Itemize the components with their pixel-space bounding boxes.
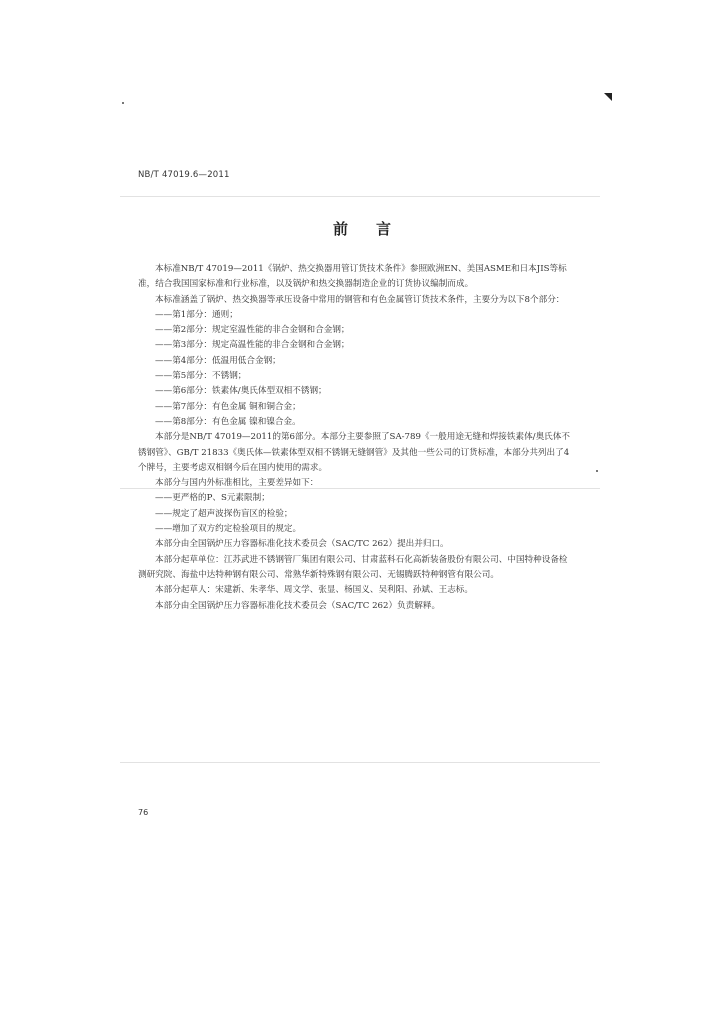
list-item: ——规定了超声波探伤盲区的检验； <box>155 508 293 519</box>
list-item: ——更严格的P、S元素限制； <box>155 493 270 504</box>
paragraph: 本部分起草人：宋建新、朱孝华、周文学、张显、杨国义、吴利阳、孙斌、王志标。 <box>155 585 473 596</box>
scan-speck <box>596 470 598 472</box>
list-item: ——第4部分：低温用低合金钢； <box>155 355 281 366</box>
page-title: 前言 <box>332 220 419 238</box>
paragraph: 本部分是NB/T 47019—2011的第6部分。本部分主要参照了SA-789《一般用途无缝和焊接铁素体/奥氏体不锈钢管》、GB/T 21833《奥氏体—铁素体型双相不锈钢无缝钢管》及其他一些公司的订货标准，本部分共列出了4个牌号，主要考虑双相钢今后在国内使用的需求。 <box>138 432 570 473</box>
page-number: 76 <box>138 808 149 817</box>
paragraph: 本标准NB/T 47019—2011《锅炉、热交换器用管订货技术条件》参照欧洲EN、美国ASME和日本JIS等标准，结合我国国家标准和行业标准，以及锅炉和热交换器制造企业的订货协议编制而成。 <box>138 264 567 290</box>
list-item: ——第7部分：有色金属 铜和铜合金； <box>155 401 301 412</box>
corner-mark-icon <box>604 93 612 101</box>
list-item: ——第8部分：有色金属 镍和镍合金。 <box>155 416 301 427</box>
scan-line-bottom <box>120 762 600 763</box>
paragraph: 本部分由全国锅炉压力容器标准化技术委员会（SAC/TC 262）提出并归口。 <box>155 539 449 550</box>
scan-line-top <box>120 196 600 197</box>
list-item: ——第1部分：通则； <box>155 309 238 320</box>
paragraph: 本标准涵盖了锅炉、热交换器等承压设备中常用的钢管和有色金属管订货技术条件，主要分为以下8个部分： <box>155 294 565 305</box>
list-item: ——第5部分：不锈钢； <box>155 371 247 382</box>
scan-speck <box>122 102 124 104</box>
list-item: ——第6部分：铁素体/奥氏体型双相不锈钢； <box>155 386 327 397</box>
list-item: ——第3部分：规定高温性能的非合金钢和合金钢； <box>155 340 350 351</box>
list-item: ——增加了双方约定检验项目的规定。 <box>155 524 302 535</box>
paragraph: 本部分由全国锅炉压力容器标准化技术委员会（SAC/TC 262）负责解释。 <box>155 600 441 611</box>
foreword-body <box>138 262 570 614</box>
standard-code: NB/T 47019.6—2011 <box>138 170 230 180</box>
paragraph: 本部分与国内外标准相比，主要差异如下： <box>155 478 319 489</box>
list-item: ——第2部分：规定室温性能的非合金钢和合金钢； <box>155 325 350 336</box>
paragraph: 本部分起草单位：江苏武进不锈钢管厂集团有限公司、甘肃蓝科石化高新装备股份有限公司、中国特种设备检测研究院、海盐中达特种钢有限公司、常熟华新特殊钢有限公司、无锡腾跃特种钢管有限公司。 <box>138 554 568 580</box>
